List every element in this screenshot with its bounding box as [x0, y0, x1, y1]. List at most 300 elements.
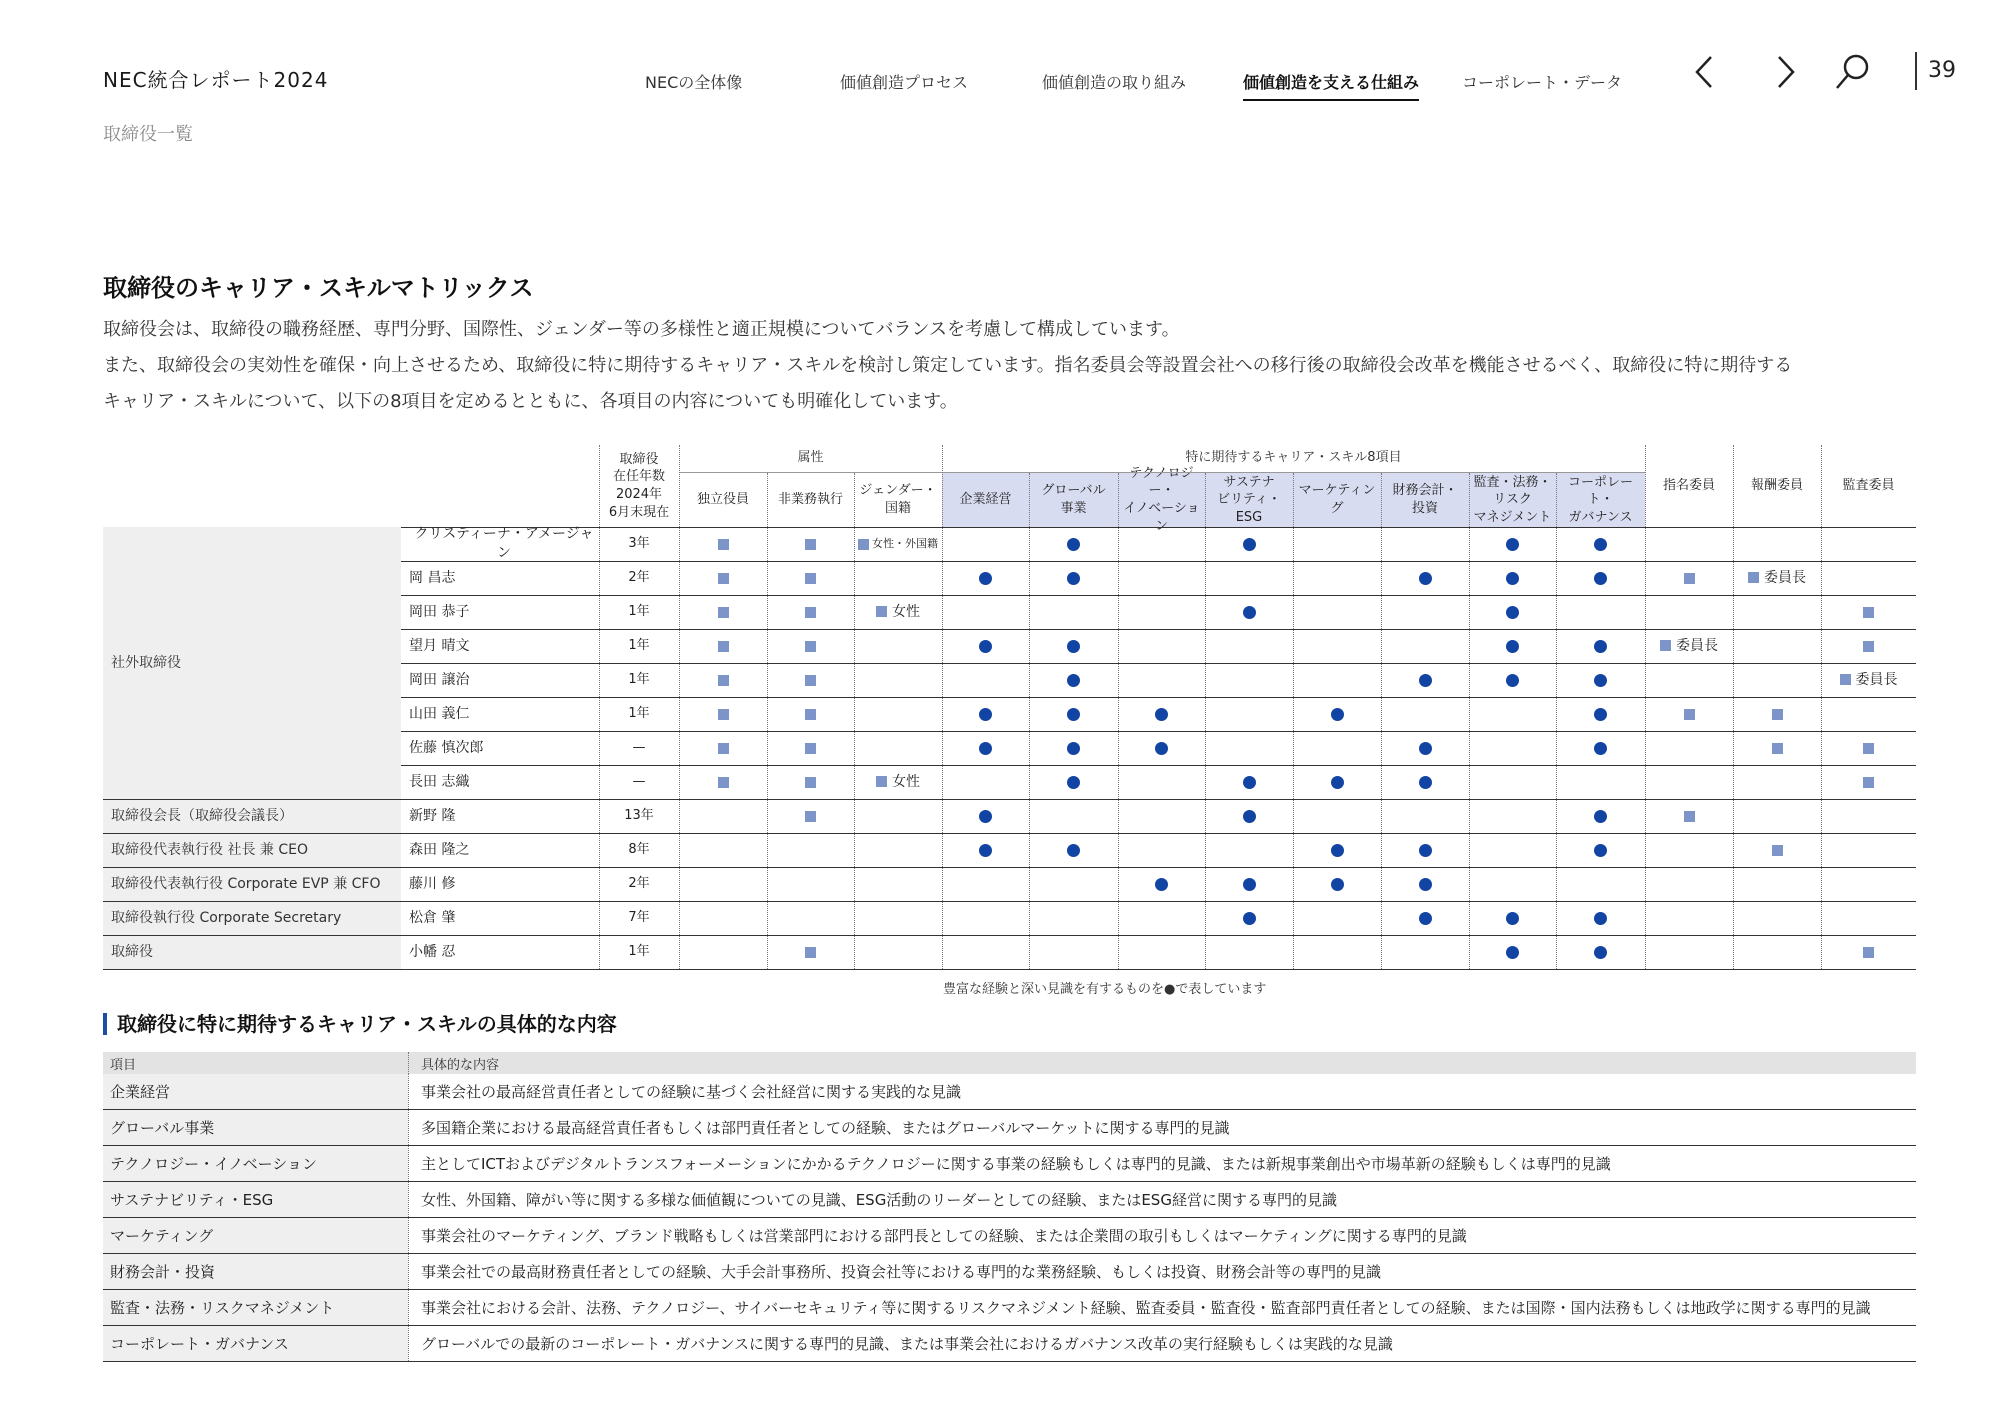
matrix-cell — [679, 663, 767, 697]
matrix-cell — [1645, 561, 1733, 595]
matrix-cell — [679, 629, 767, 663]
matrix-cell — [1293, 527, 1381, 561]
matrix-cell — [1556, 833, 1645, 867]
attribute-square — [718, 607, 729, 618]
attribute-square — [805, 709, 816, 720]
dot-mark — [1419, 742, 1432, 755]
column-header: 非業務執行 — [777, 492, 843, 508]
matrix-cell — [1118, 901, 1205, 935]
matrix-cell — [854, 867, 942, 901]
matrix-cell — [1205, 561, 1293, 595]
dot-mark — [1243, 878, 1256, 891]
matrix-cell — [1029, 901, 1118, 935]
mark-label: 委員長 — [1764, 569, 1806, 586]
matrix-cell — [1821, 663, 1916, 697]
director-name: 松倉 肇 — [409, 909, 456, 926]
matrix-cell — [679, 799, 767, 833]
matrix-cell — [942, 765, 1029, 799]
role-group-label: 取締役執行役 Corporate Secretary — [103, 901, 401, 935]
skill-dot — [1243, 810, 1256, 823]
matrix-cell — [942, 901, 1029, 935]
column-header: 取締役 在任年数 2024年 6月末現在 — [608, 451, 670, 520]
matrix-cell — [767, 527, 854, 561]
matrix-cell — [1733, 731, 1821, 765]
matrix-cell — [767, 731, 854, 765]
matrix-cell — [1381, 731, 1469, 765]
dot-mark — [1506, 946, 1519, 959]
skill-detail: グローバルでの最新のコーポレート・ガバナンスに関する専門的見識、または事業会社におけるガバナンス改革の実行経験もしくは実践的な見識 — [408, 1326, 1916, 1361]
square-mark — [805, 777, 816, 788]
attribute-square — [1772, 845, 1783, 856]
square-mark — [876, 776, 887, 787]
nav-value-initiatives[interactable]: 価値創造の取り組み — [1042, 73, 1187, 92]
matrix-cell — [767, 595, 854, 629]
matrix-cell — [1118, 527, 1205, 561]
square-mark — [1684, 573, 1695, 584]
dot-mark — [1067, 776, 1080, 789]
director-name: 佐藤 慎次郎 — [409, 739, 484, 756]
matrix-cell — [1205, 765, 1293, 799]
matrix-cell — [1645, 833, 1733, 867]
matrix-cell — [679, 697, 767, 731]
matrix-cell — [942, 527, 1029, 561]
skill-dot — [1419, 572, 1432, 585]
tenure: — — [632, 740, 646, 756]
dot-mark — [1331, 878, 1344, 891]
skill-dot — [1506, 674, 1519, 687]
column-header: サステナ ビリティ・ ESG — [1205, 473, 1293, 527]
attribute-square — [1772, 709, 1783, 720]
column-separator — [1645, 445, 1646, 969]
attribute-square — [718, 675, 729, 686]
matrix-cell — [1469, 765, 1556, 799]
table-row — [103, 1218, 1916, 1254]
matrix-cell — [1029, 629, 1118, 663]
matrix-cell — [942, 629, 1029, 663]
square-mark — [718, 573, 729, 584]
skill-dot — [1067, 538, 1080, 551]
legend-note: 豊富な経験と深い見識を有するものを●で表しています — [943, 982, 1267, 997]
matrix-cell — [1733, 901, 1821, 935]
square-mark — [1863, 947, 1874, 958]
skill-dot — [1594, 572, 1607, 585]
role-group-label: 取締役 — [103, 935, 401, 969]
matrix-cell — [1645, 697, 1733, 731]
column-separator — [1469, 473, 1470, 969]
matrix-cell — [1118, 765, 1205, 799]
intro-line-1: 取締役会は、取締役の職務経歴、専門分野、国際性、ジェンダー等の多様性と適正規模についてバランスを考慮して構成しています。 — [103, 319, 1180, 340]
column-separator — [599, 445, 600, 969]
dot-mark — [1594, 742, 1607, 755]
matrix-cell — [679, 527, 767, 561]
skill-dot — [1594, 946, 1607, 959]
dot-mark — [1594, 674, 1607, 687]
skill-dot — [1419, 878, 1432, 891]
matrix-cell — [854, 901, 942, 935]
matrix-cell — [1118, 697, 1205, 731]
matrix-cell — [1821, 935, 1916, 969]
matrix-cell — [1645, 867, 1733, 901]
skill-dot — [1506, 572, 1519, 585]
dot-mark — [1506, 912, 1519, 925]
matrix-cell — [1821, 901, 1916, 935]
attribute-square — [858, 537, 938, 552]
square-mark — [1748, 572, 1759, 583]
skill-dot — [1419, 912, 1432, 925]
attribute-square — [718, 641, 729, 652]
intro-line-2: また、取締役会の実効性を確保・向上させるため、取締役に特に期待するキャリア・スキルを検討し策定しています。指名委員会等設置会社への移行後の取締役会改革を機能させるべく、取締役に特に期待する — [103, 355, 1793, 376]
attribute-square — [1840, 671, 1898, 690]
matrix-cell — [1821, 595, 1916, 629]
matrix-cell — [1029, 935, 1118, 969]
skill-dot — [1067, 572, 1080, 585]
skill-dot — [979, 708, 992, 721]
matrix-cell — [767, 901, 854, 935]
dot-mark — [1506, 538, 1519, 551]
tenure: 3年 — [628, 536, 650, 552]
square-mark — [805, 641, 816, 652]
matrix-cell — [1469, 595, 1556, 629]
matrix-cell — [1469, 561, 1556, 595]
skill-dot — [1243, 538, 1256, 551]
nav-value-process[interactable]: 価値創造プロセス — [840, 73, 969, 92]
skill-dot — [1331, 878, 1344, 891]
matrix-cell — [1556, 867, 1645, 901]
matrix-cell — [767, 935, 854, 969]
dot-mark — [1243, 810, 1256, 823]
square-mark — [1684, 709, 1695, 720]
attribute-square — [805, 777, 816, 788]
attribute-square — [718, 777, 729, 788]
column-separator — [942, 445, 943, 969]
matrix-cell — [767, 561, 854, 595]
skill-item: サステナビリティ・ESG — [103, 1182, 408, 1217]
dot-mark — [1419, 912, 1432, 925]
matrix-cell — [1556, 697, 1645, 731]
column-header: 監査・法務・ リスク マネジメント — [1469, 473, 1556, 527]
column-separator — [1205, 473, 1206, 969]
square-mark — [805, 573, 816, 584]
attribute-square — [1772, 743, 1783, 754]
dot-mark — [979, 810, 992, 823]
skill-dot — [1594, 912, 1607, 925]
matrix-cell — [1205, 731, 1293, 765]
matrix-cell — [1205, 833, 1293, 867]
intro-line-3: キャリア・スキルについて、以下の8項目を定めるとともに、各項目の内容についても明確化しています。 — [103, 391, 958, 412]
attribute-square — [805, 811, 816, 822]
mark-label: 女性・外国籍 — [872, 536, 938, 550]
matrix-cell — [1469, 731, 1556, 765]
mark-label: 女性 — [892, 773, 920, 790]
square-mark — [1863, 777, 1874, 788]
matrix-cell — [1381, 901, 1469, 935]
skill-dot — [1155, 708, 1168, 721]
matrix-cell — [1556, 527, 1645, 561]
matrix-cell — [767, 697, 854, 731]
matrix-cell — [767, 765, 854, 799]
dot-mark — [1243, 538, 1256, 551]
table-header — [103, 1052, 1916, 1074]
skill-dot — [1243, 878, 1256, 891]
square-mark — [876, 606, 887, 617]
square-mark — [718, 709, 729, 720]
matrix-cell — [1293, 867, 1381, 901]
dot-mark — [979, 708, 992, 721]
matrix-cell — [679, 901, 767, 935]
column-separator — [1029, 473, 1030, 969]
skill-item: マーケティング — [103, 1218, 408, 1253]
matrix-cell — [1381, 935, 1469, 969]
matrix-cell — [767, 663, 854, 697]
column-separator — [1733, 445, 1734, 969]
attribute-square — [805, 743, 816, 754]
matrix-cell — [1381, 629, 1469, 663]
skill-dot — [1506, 538, 1519, 551]
matrix-cell — [1381, 697, 1469, 731]
column-header: 監査委員 — [1842, 478, 1895, 494]
skill-dot — [1594, 708, 1607, 721]
attribute-square — [1863, 947, 1874, 958]
matrix-cell — [1821, 731, 1916, 765]
skill-dot — [1594, 844, 1607, 857]
attribute-square — [1660, 637, 1718, 656]
nav-corporate-data[interactable]: コーポレート・データ — [1462, 73, 1623, 92]
skill-dot — [1243, 776, 1256, 789]
matrix-cell — [1469, 799, 1556, 833]
skill-dot — [979, 844, 992, 857]
square-mark — [1772, 709, 1783, 720]
skills-detail-table — [103, 1052, 1916, 1362]
dot-mark — [1506, 640, 1519, 653]
matrix-cell — [1645, 663, 1733, 697]
skill-detail: 事業会社における会計、法務、テクノロジー、サイバーセキュリティ等に関するリスクマネジメント経験、監査委員・監査役・監査部門責任者としての経験、または国際・国内法務もしくは地政学に関する専門的見識 — [408, 1290, 1916, 1325]
table-row — [103, 1110, 1916, 1146]
matrix-cell — [1205, 629, 1293, 663]
matrix-cell — [1821, 629, 1916, 663]
director-name: 森田 隆之 — [409, 841, 470, 858]
dot-mark — [1067, 708, 1080, 721]
group-header-skills: 特に期待するキャリア・スキル8項目 — [1185, 450, 1402, 466]
skill-detail: 事業会社のマーケティング、ブランド戦略もしくは営業部門における部門長としての経験、または企業間の取引もしくはマーケティングに関する専門的見識 — [408, 1218, 1916, 1253]
matrix-cell — [1118, 731, 1205, 765]
dot-mark — [1419, 878, 1432, 891]
attribute-square — [1684, 811, 1695, 822]
square-mark — [805, 709, 816, 720]
role-group-label: 取締役代表執行役 Corporate EVP 兼 CFO — [103, 867, 401, 901]
chevron-left-icon[interactable] — [1685, 52, 1725, 92]
matrix-cell — [854, 663, 942, 697]
square-mark — [1863, 607, 1874, 618]
director-name: 藤川 修 — [409, 875, 456, 892]
matrix-cell — [679, 595, 767, 629]
dot-mark — [1594, 572, 1607, 585]
skill-detail: 事業会社の最高経営責任者としての経験に基づく会社経営に関する実践的な見識 — [408, 1074, 1916, 1109]
page-number: 39 — [1928, 58, 1956, 83]
matrix-cell — [1733, 595, 1821, 629]
tenure: 2年 — [628, 570, 650, 586]
nav-overview[interactable]: NECの全体像 — [645, 73, 743, 92]
matrix-cell — [1029, 561, 1118, 595]
matrix-cell — [942, 867, 1029, 901]
matrix-cell — [942, 595, 1029, 629]
dot-mark — [1155, 878, 1168, 891]
square-mark — [1772, 845, 1783, 856]
attribute-square — [876, 773, 920, 792]
matrix-cell — [1293, 561, 1381, 595]
tenure: 2年 — [628, 876, 650, 892]
skill-item: コーポレート・ガバナンス — [103, 1326, 408, 1361]
column-separator — [767, 473, 768, 969]
matrix-cell — [1381, 833, 1469, 867]
matrix-cell — [1381, 867, 1469, 901]
tenure: 13年 — [624, 808, 654, 824]
column-separator — [1118, 473, 1119, 969]
search-icon[interactable] — [1833, 52, 1873, 92]
column-separator — [1556, 473, 1557, 969]
skill-dot — [1419, 742, 1432, 755]
dot-mark — [1594, 810, 1607, 823]
matrix-cell — [1821, 527, 1916, 561]
tenure: 1年 — [628, 638, 650, 654]
matrix-cell — [1029, 527, 1118, 561]
square-mark — [718, 641, 729, 652]
attribute-square — [1863, 641, 1874, 652]
page-divider — [1915, 52, 1917, 90]
matrix-cell — [1733, 561, 1821, 595]
matrix-cell — [1469, 867, 1556, 901]
dot-mark — [1594, 912, 1607, 925]
table-row — [103, 1074, 1916, 1110]
skill-dot — [1155, 878, 1168, 891]
skill-dot — [979, 742, 992, 755]
skill-dot — [1067, 776, 1080, 789]
director-name: 岡 昌志 — [409, 569, 456, 586]
dot-mark — [1243, 912, 1256, 925]
square-mark — [1772, 743, 1783, 754]
matrix-cell — [679, 833, 767, 867]
column-header: 財務会計・ 投資 — [1381, 473, 1469, 527]
matrix-cell — [1293, 901, 1381, 935]
matrix-cell — [1556, 595, 1645, 629]
matrix-cell — [942, 731, 1029, 765]
matrix-cell — [1029, 867, 1118, 901]
square-mark — [718, 743, 729, 754]
tenure: 7年 — [628, 910, 650, 926]
attribute-square — [805, 947, 816, 958]
nav-value-support[interactable]: 価値創造を支える仕組み — [1243, 70, 1419, 101]
dot-mark — [1155, 742, 1168, 755]
matrix-cell — [942, 799, 1029, 833]
square-mark — [718, 607, 729, 618]
column-separator — [854, 473, 855, 969]
matrix-cell — [1205, 901, 1293, 935]
matrix-cell — [1821, 799, 1916, 833]
matrix-cell — [1381, 595, 1469, 629]
matrix-cell — [679, 935, 767, 969]
matrix-cell — [1293, 833, 1381, 867]
tenure: 1年 — [628, 604, 650, 620]
header-detail: 具体的な内容 — [408, 1052, 1916, 1074]
dot-mark — [1155, 708, 1168, 721]
skill-dot — [1155, 742, 1168, 755]
row-rule — [103, 969, 1916, 970]
dot-mark — [1419, 674, 1432, 687]
skill-dot — [1331, 708, 1344, 721]
matrix-cell — [1645, 731, 1733, 765]
matrix-cell — [1205, 663, 1293, 697]
skill-dot — [1506, 606, 1519, 619]
matrix-cell — [1205, 595, 1293, 629]
skill-dot — [1331, 844, 1344, 857]
matrix-cell — [1821, 833, 1916, 867]
tenure: 8年 — [628, 842, 650, 858]
dot-mark — [1594, 538, 1607, 551]
mark-label: 委員長 — [1676, 637, 1718, 654]
skill-detail: 事業会社での最高財務責任者としての経験、大手会計事務所、投資会社等における専門的な業務経験、もしくは投資、財務会計等の専門的見識 — [408, 1254, 1916, 1289]
matrix-cell — [1029, 833, 1118, 867]
matrix-cell — [1029, 595, 1118, 629]
matrix-cell — [1293, 799, 1381, 833]
matrix-cell — [854, 765, 942, 799]
matrix-cell — [767, 867, 854, 901]
tenure: — — [632, 774, 646, 790]
attribute-square — [1684, 709, 1695, 720]
column-header: コーポレート・ ガバナンス — [1556, 473, 1645, 527]
skill-dot — [1506, 640, 1519, 653]
matrix-cell — [679, 731, 767, 765]
matrix-cell — [854, 561, 942, 595]
matrix-cell — [1469, 935, 1556, 969]
skill-dot — [1067, 674, 1080, 687]
matrix-cell — [767, 629, 854, 663]
matrix-cell — [1733, 527, 1821, 561]
column-header: 独立役員 — [696, 492, 749, 508]
matrix-cell — [1293, 697, 1381, 731]
dot-mark — [1594, 844, 1607, 857]
matrix-cell — [942, 833, 1029, 867]
dot-mark — [1067, 844, 1080, 857]
dot-mark — [1331, 844, 1344, 857]
dot-mark — [979, 844, 992, 857]
matrix-cell — [1645, 595, 1733, 629]
attribute-square — [805, 607, 816, 618]
matrix-cell — [1733, 663, 1821, 697]
matrix-cell — [1029, 663, 1118, 697]
matrix-cell — [1645, 629, 1733, 663]
matrix-cell — [1556, 901, 1645, 935]
attribute-square — [805, 675, 816, 686]
matrix-cell — [1556, 935, 1645, 969]
chevron-right-icon[interactable] — [1765, 52, 1805, 92]
mark-label: 委員長 — [1855, 671, 1898, 688]
skill-dot — [1067, 640, 1080, 653]
matrix-cell — [679, 765, 767, 799]
role-group-label: 取締役代表執行役 社長 兼 CEO — [103, 833, 401, 867]
dot-mark — [1506, 674, 1519, 687]
group-underline — [679, 472, 1645, 473]
column-header: グローバル 事業 — [1029, 473, 1118, 527]
matrix-cell — [854, 629, 942, 663]
matrix-cell — [942, 561, 1029, 595]
tenure: 1年 — [628, 944, 650, 960]
matrix-cell — [1293, 629, 1381, 663]
matrix-cell — [1205, 867, 1293, 901]
dot-mark — [1419, 776, 1432, 789]
attribute-square — [718, 743, 729, 754]
matrix-cell — [1293, 595, 1381, 629]
group-header-attributes: 属性 — [797, 450, 824, 466]
matrix-cell — [1381, 799, 1469, 833]
